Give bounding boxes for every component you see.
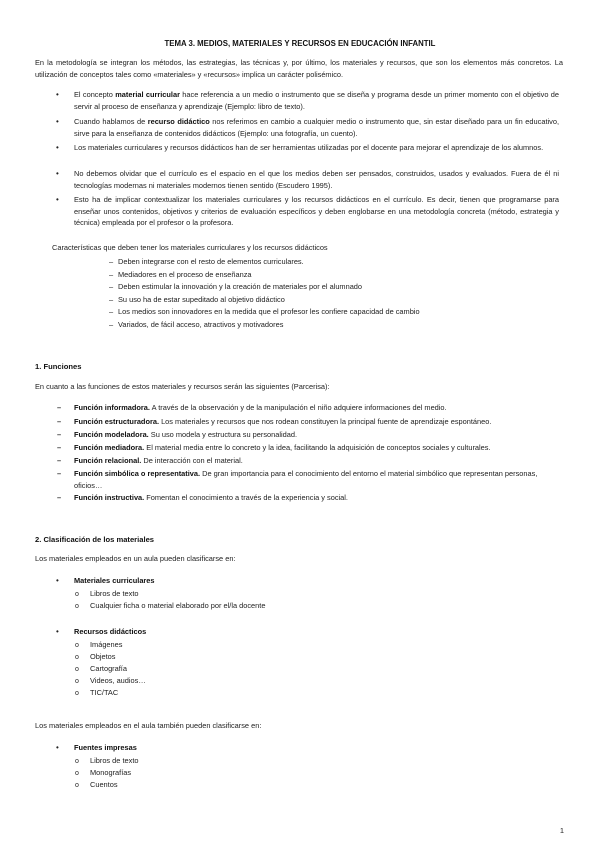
bullet-dot-icon: • (56, 195, 59, 204)
dash-icon: – (109, 270, 114, 279)
section-2-intro: Los materiales empleados en un aula pueden clasificarse en: (35, 554, 236, 563)
list-item: Imágenes (90, 640, 123, 649)
bullet-dot-icon: • (56, 90, 59, 99)
bullet-dot-icon: • (56, 743, 59, 752)
section-2-heading: 2. Clasificación de los materiales (35, 535, 155, 544)
dash-icon: – (109, 257, 114, 266)
circle-bullet-icon: o (75, 690, 79, 697)
circle-bullet-icon: o (75, 591, 79, 598)
group-fuentes-impresas: • Fuentes impresas (56, 743, 137, 752)
function-item: – Función informadora. A través de la observación y de la manipulación el niño adquiere informaciones del medio. (57, 403, 447, 412)
function-item: – Función modeladora. Su uso modela y estructura su personalidad. (57, 430, 298, 439)
function-item: – Función instructiva. Fomentan el conocimiento a través de la experiencia y social. (57, 493, 348, 502)
circle-bullet-icon: o (75, 654, 79, 661)
function-item: – Función mediadora. El material media entre lo concreto y la idea, facilitando la adquisición de conceptos sociales y culturales. (57, 443, 491, 452)
bullet-curriculo: • No debemos olvidar que el currículo es el espacio en el que los medios deben ser pensados, construidos, usados y evaluados. Fuera de él ni tecnologías modernas ni materiales modernos tienen sentido (Escudero 1995). (56, 169, 559, 190)
circle-bullet-icon: o (75, 782, 79, 789)
circle-bullet-icon: o (75, 758, 79, 765)
bullet-dot-icon: • (56, 627, 59, 636)
list-item: – Deben integrarse con el resto de elementos curriculares. (109, 257, 304, 266)
list-item: TIC/TAC (90, 688, 119, 697)
list-item: – Los medios son innovadores en la medida que el profesor les confiere capacidad de cambio (109, 307, 420, 316)
section-1-heading: 1. Funciones (35, 362, 82, 371)
list-item: Objetos (90, 652, 116, 661)
list-item: Videos, audios… (90, 676, 146, 685)
dash-icon: – (57, 443, 62, 452)
dash-icon: – (109, 307, 114, 316)
function-item: – Función estructuradora. Los materiales y recursos que nos rodean constituyen la principal fuente de aprendizaje espontáneo. (57, 417, 492, 426)
bullet-dot-icon: • (56, 169, 59, 178)
dash-icon: – (57, 469, 62, 478)
dash-icon: – (109, 320, 114, 329)
list-item: Cartografía (90, 664, 127, 673)
bullet-dot-icon: • (56, 117, 59, 126)
circle-bullet-icon: o (75, 603, 79, 610)
function-item: – Función simbólica o representativa. De gran importancia para el conocimiento del entorno el material simbólico que representan personas, oficios… (57, 469, 538, 490)
bullet-recurso-didactico: • Cuando hablamos de recurso didáctico nos referimos en cambio a cualquier medio o instrumento que, sin estar diseñado para un fin educativo, sirve para la enseñanza de contenidos didácticos (Ejemplo: una fotografía, un cuento). (56, 117, 559, 138)
list-item: – Deben estimular la innovación y la creación de materiales por el alumnado (109, 282, 363, 291)
dash-icon: – (57, 456, 62, 465)
bullet-herramientas: • Los materiales curriculares y recursos didácticos han de ser herramientas utilizadas por el docente para mejorar el aprendizaje de los alumnos. (56, 143, 544, 152)
list-item: – Mediadores en el proceso de enseñanza (109, 270, 252, 279)
list-item: Cualquier ficha o material elaborado por el/la docente (90, 601, 266, 610)
group-recursos-didacticos: • Recursos didácticos (56, 627, 147, 636)
section-1-intro: En cuanto a las funciones de estos materiales y recursos serán las siguientes (Parcerisa): (35, 382, 330, 391)
dash-icon: – (57, 430, 62, 439)
list-item: Cuentos (90, 780, 118, 789)
bullet-dot-icon: • (56, 576, 59, 585)
list-item: Monografías (90, 768, 132, 777)
dash-icon: – (109, 282, 114, 291)
list-item: – Variados, de fácil acceso, atractivos y motivadores (109, 320, 284, 329)
dash-icon: – (57, 417, 62, 426)
circle-bullet-icon: o (75, 770, 79, 777)
dash-icon: – (57, 403, 62, 412)
dash-icon: – (57, 493, 62, 502)
bullet-material-curricular: • El concepto material curricular hace referencia a un medio o instrumento que se diseña y programa desde un primer momento con el objetivo de servir al proceso de enseñanza y aprendizaje (Ejemplo: libro de texto). (56, 90, 559, 111)
characteristics-heading: Características que deben tener los materiales curriculares y los recursos didácticos (52, 243, 328, 252)
document-title: TEMA 3. MEDIOS, MATERIALES Y RECURSOS EN EDUCACIÓN INFANTIL (164, 39, 436, 48)
page-number: 1 (559, 826, 564, 835)
circle-bullet-icon: o (75, 642, 79, 649)
circle-bullet-icon: o (75, 678, 79, 685)
list-item: – Su uso ha de estar supeditado al objetivo didáctico (109, 295, 285, 304)
section-2-intro-2: Los materiales empleados en el aula también pueden clasificarse en: (35, 721, 262, 730)
group-materiales-curriculares: • Materiales curriculares (56, 576, 155, 585)
list-item: Libros de texto (90, 756, 139, 765)
function-item: – Función relacional. De interacción con el material. (57, 456, 243, 465)
circle-bullet-icon: o (75, 666, 79, 673)
bullet-dot-icon: • (56, 143, 59, 152)
bullet-contextualizar: • Esto ha de implicar contextualizar los materiales curriculares y los recursos didácticos en el currículo. Es decir, tienen que programarse para enseñar unos contenidos, objetivos y criterios de evaluación específicos y deben englobarse en una metodología concreta (método, estrategia y técnica) empleada por el profesor o la profesora. (56, 195, 559, 227)
intro-paragraph: En la metodología se integran los métodos, las estrategias, las técnicas y, por último, los materiales y recursos, que son los elementos más concretos. La utilización de conceptos tales como «materiales» y «recursos» implica un carácter polisémico. (35, 58, 563, 79)
list-item: Libros de texto (90, 589, 139, 598)
dash-icon: – (109, 295, 114, 304)
